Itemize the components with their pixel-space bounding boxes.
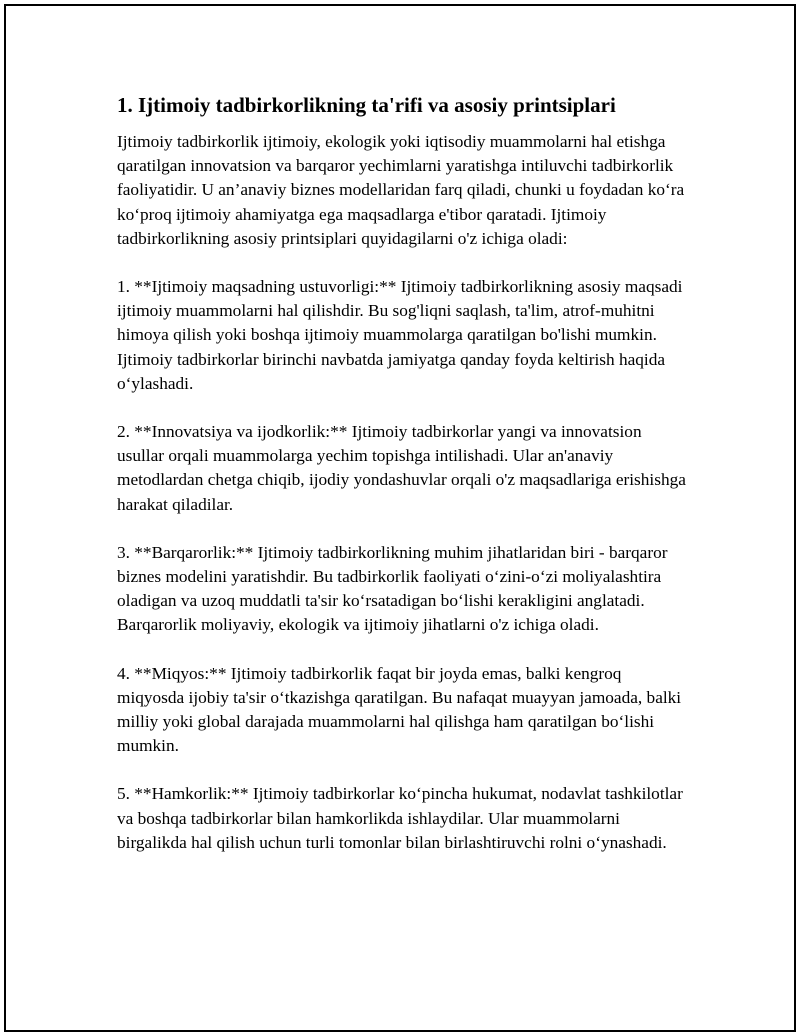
intro-paragraph: Ijtimoiy tadbirkorlik ijtimoiy, ekologik yoki iqtisodiy muammolarni hal etishga qaratilgan innovatsion va barqaror yechimlarni yaratishga intiluvchi tadbirkorlik faoliyatidir. U an’anaviy biznes modellaridan farq qiladi, chunki u foydadan ko‘ra ko‘proq ijtimoiy ahamiyatga ega maqsadlarga e'tibor qaratadi. Ijtimoiy tadbirkorlikning asosiy printsiplari quyidagilarni o'z ichiga oladi: bbox=[117, 132, 685, 248]
principle-paragraph-3: 3. **Barqarorlik:** Ijtimoiy tadbirkorlikning muhim jihatlaridan biri - barqaror biznes modelini yaratishdir. Bu tadbirkorlik faoliyati o‘zini-o‘zi moliyalashtira oladigan va uzoq muddatli ta'sir ko‘rsatadigan bo‘lishi kerakligini anglatadi. Barqarorlik moliyaviy, ekologik va ijtimoiy jihatlarni o'z ichiga oladi. bbox=[117, 542, 668, 635]
document-body bbox=[117, 92, 689, 855]
principle-paragraph-4: 4. **Miqyos:** Ijtimoiy tadbirkorlik faqat bir joyda emas, balki kengroq miqyosda ijobiy ta'sir o‘tkazishga qaratilgan. Bu nafaqat muayyan jamoada, balki milliy yoki global darajada muammolarni hal qilishga ham qaratilgan bo‘lishi mumkin. bbox=[117, 663, 682, 756]
principle-paragraph-5: 5. **Hamkorlik:** Ijtimoiy tadbirkorlar ko‘pincha hukumat, nodavlat tashkilotlar va boshqa tadbirkorlar bilan hamkorlikda ishlaydilar. Ular muammolarni birgalikda hal qilish uchun turli tomonlar bilan birlashtiruvchi rolni o‘ynashadi. bbox=[117, 784, 683, 852]
principle-paragraph-2: 2. **Innovatsiya va ijodkorlik:** Ijtimoiy tadbirkorlar yangi va innovatsion usullar orqali muammolarga yechim topishga intilishadi. Ular an'anaviy metodlardan chetga chiqib, ijodiy yondashuvlar orqali o'z maqsadlariga erishishga harakat qiladilar. bbox=[117, 422, 686, 514]
section-heading: 1. Ijtimoiy tadbirkorlikning ta'rifi va asosiy printsiplari bbox=[117, 93, 616, 117]
principle-paragraph-1: 1. **Ijtimoiy maqsadning ustuvorligi:** Ijtimoiy tadbirkorlikning asosiy maqsadi ijtimoiy muammolarni hal qilishdir. Bu sog'liqni saqlash, ta'lim, atrof-muhitni himoya qilish yoki boshqa ijtimoiy muammolarga qaratilgan bo'lishi mumkin. Ijtimoiy tadbirkorlar birinchi navbatda jamiyatga qanday foyda keltirish haqida o‘ylashadi. bbox=[117, 277, 683, 393]
